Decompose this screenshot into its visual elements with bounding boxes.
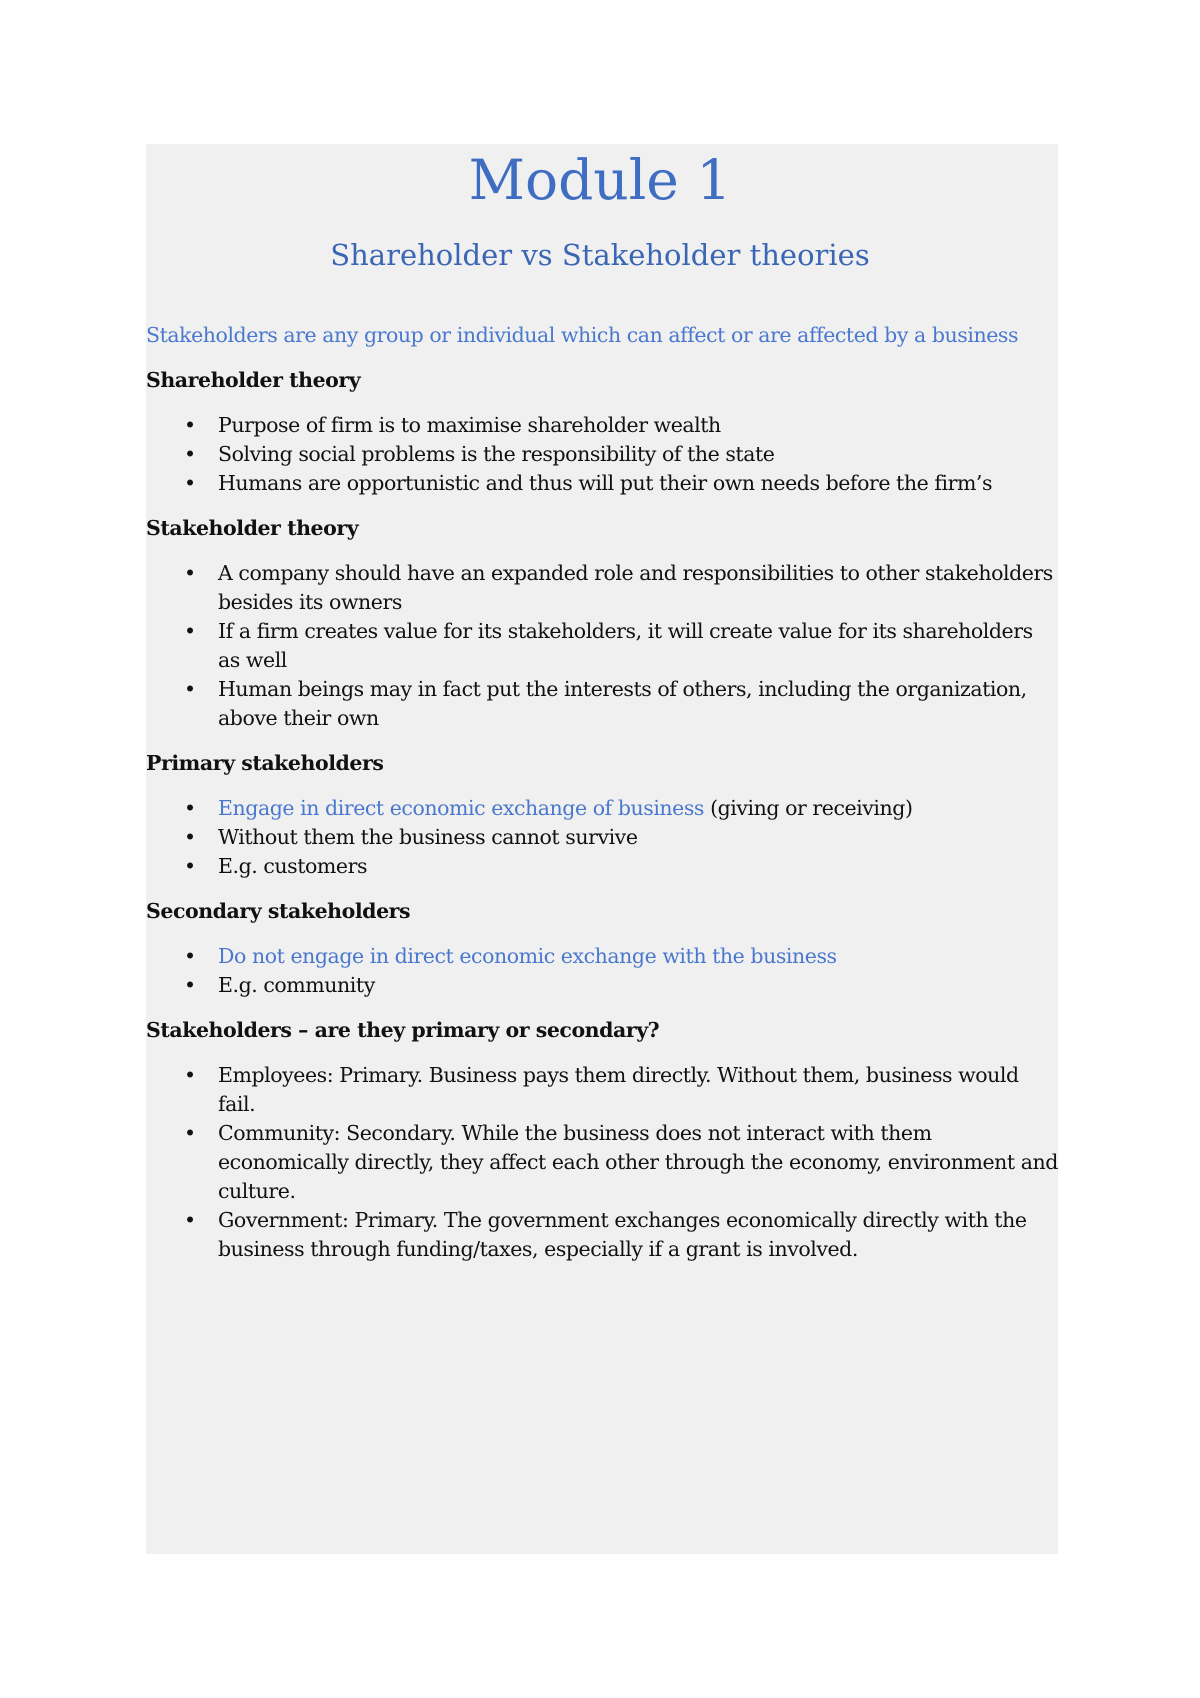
- bullet-icon: •: [184, 677, 196, 701]
- bullet-icon: •: [184, 1121, 196, 1145]
- bullet-icon: •: [184, 442, 196, 466]
- intro-definition: Stakeholders are any group or individual which can affect or are affected by a business: [146, 323, 1019, 347]
- list-item: [146, 617, 1060, 675]
- item-text: Without them the business cannot survive: [218, 825, 638, 849]
- list-item: [146, 675, 1060, 733]
- bullet-icon: •: [184, 1063, 196, 1087]
- item-text: Employees: Primary. Business pays them directly. Without them, business would fail.: [218, 1063, 1019, 1116]
- page-title: Module 1: [468, 148, 732, 212]
- item-text: Human beings may in fact put the interests of others, including the organization, above their own: [218, 677, 1027, 730]
- item-text: Humans are opportunistic and thus will put their own needs before the firm’s: [218, 471, 993, 495]
- bullet-icon: •: [184, 944, 196, 968]
- item-text: Purpose of firm is to maximise shareholder wealth: [218, 413, 721, 437]
- list-item: [146, 1119, 1060, 1206]
- list-item: [146, 440, 1060, 469]
- document-body: [146, 321, 1060, 1280]
- list-item: [146, 559, 1060, 617]
- item-text: A company should have an expanded role and responsibilities to other stakeholders besides its owners: [218, 561, 1053, 614]
- bullet-list: [146, 942, 1060, 1000]
- section-heading: Shareholder theory: [146, 368, 361, 392]
- item-text: If a firm creates value for its stakeholders, it will create value for its shareholders as well: [218, 619, 1033, 672]
- list-item: [146, 411, 1060, 440]
- bullet-icon: •: [184, 561, 196, 585]
- bullet-list: [146, 794, 1060, 881]
- bullet-icon: •: [184, 854, 196, 878]
- item-text: Government: Primary. The government exchanges economically directly with the business through funding/taxes, especially if a grant is involved.: [218, 1208, 1027, 1261]
- section-heading: Primary stakeholders: [146, 751, 384, 775]
- list-item: [146, 971, 1060, 1000]
- item-text: E.g. customers: [218, 854, 368, 878]
- list-item: [146, 942, 1060, 971]
- bullet-icon: •: [184, 1208, 196, 1232]
- item-text: (giving or receiving): [704, 796, 913, 820]
- list-item: [146, 1061, 1060, 1119]
- item-text: Solving social problems is the responsibility of the state: [218, 442, 775, 466]
- bullet-icon: •: [184, 619, 196, 643]
- item-text: Community: Secondary. While the business does not interact with them economically directly, they affect each other through the economy, environment and culture.: [218, 1121, 1058, 1203]
- bullet-icon: •: [184, 471, 196, 495]
- list-item: [146, 823, 1060, 852]
- sections-container: [146, 366, 1060, 1264]
- bullet-icon: •: [184, 825, 196, 849]
- highlighted-text: Engage in direct economic exchange of business: [218, 796, 704, 820]
- bullet-list: [146, 411, 1060, 498]
- item-text: E.g. community: [218, 973, 375, 997]
- list-item: [146, 469, 1060, 498]
- list-item: [146, 794, 1060, 823]
- list-item: [146, 852, 1060, 881]
- section-heading: Secondary stakeholders: [146, 899, 411, 923]
- bullet-icon: •: [184, 973, 196, 997]
- bullet-list: [146, 559, 1060, 733]
- highlighted-text: Do not engage in direct economic exchange with the business: [218, 944, 837, 968]
- section-heading: Stakeholders – are they primary or secondary?: [146, 1018, 660, 1042]
- bullet-icon: •: [184, 796, 196, 820]
- bullet-list: [146, 1061, 1060, 1264]
- page-subtitle: Shareholder vs Stakeholder theories: [330, 238, 870, 272]
- list-item: [146, 1206, 1060, 1264]
- section-heading: Stakeholder theory: [146, 516, 359, 540]
- bullet-icon: •: [184, 413, 196, 437]
